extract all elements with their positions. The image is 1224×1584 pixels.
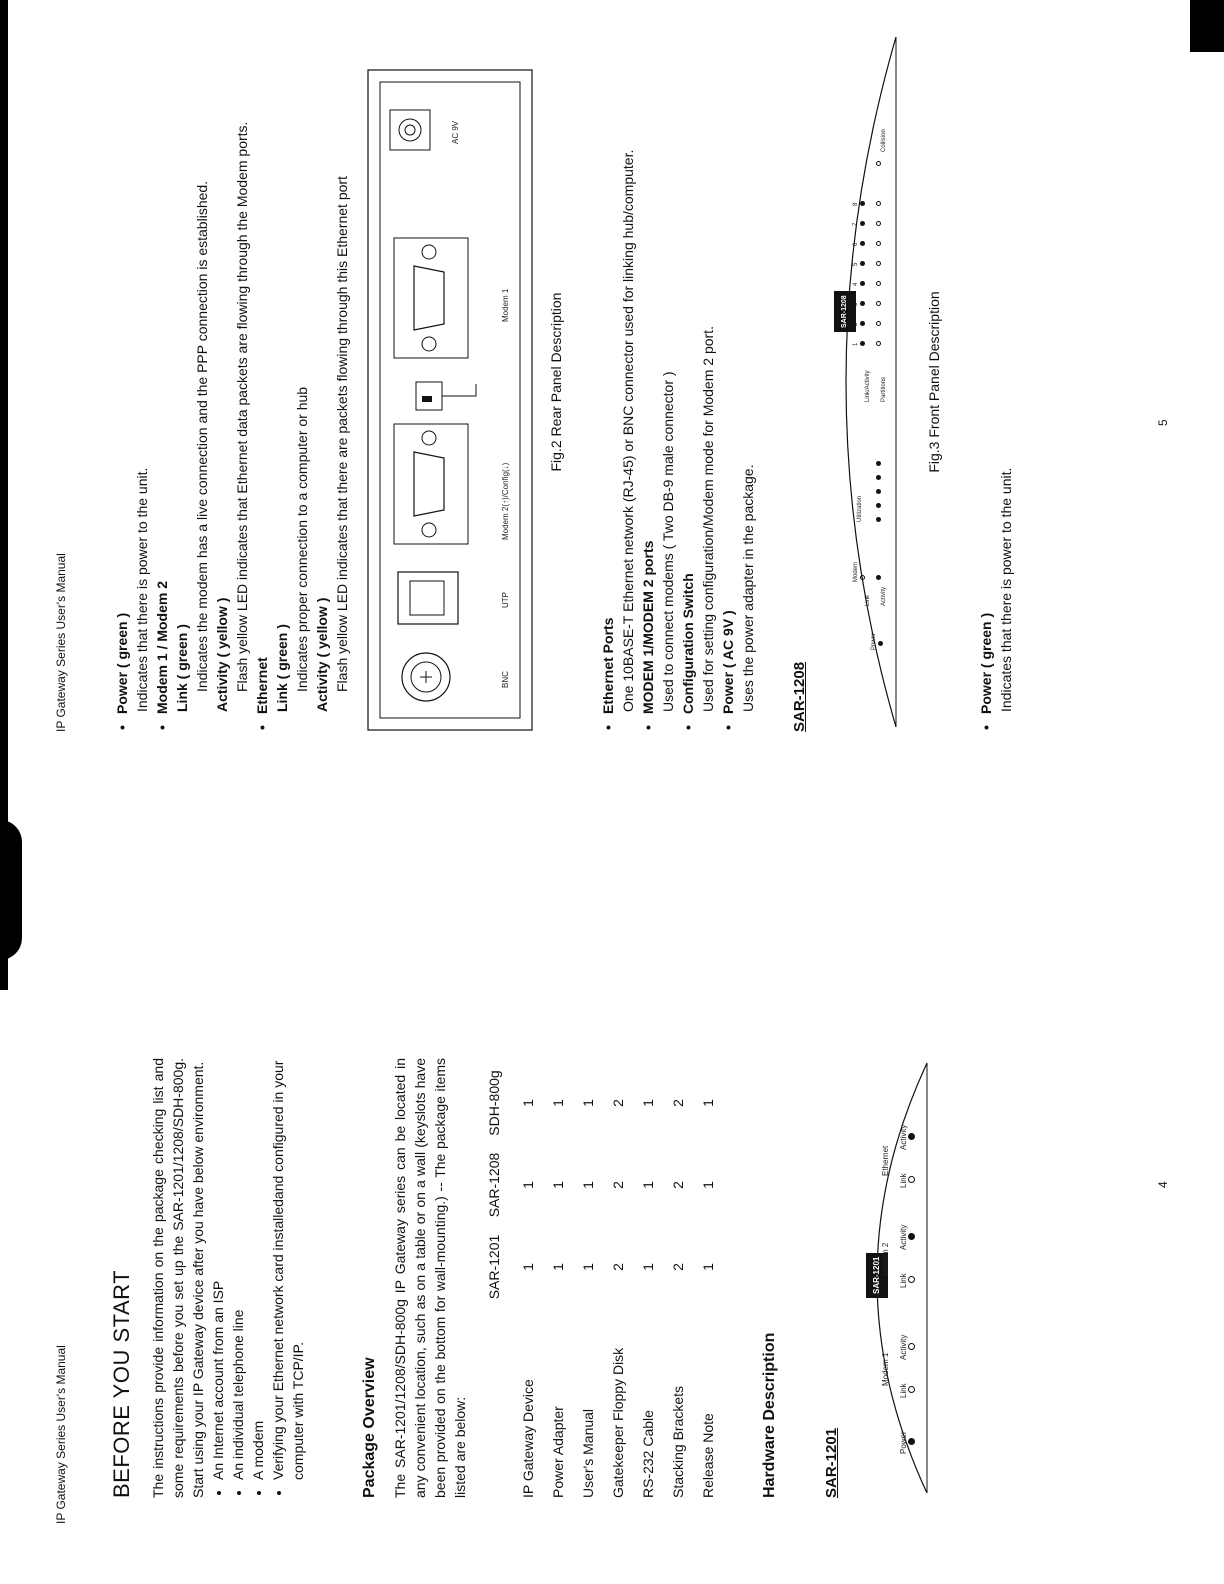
list-item: • An Internet account from an ISP bbox=[208, 1058, 228, 1480]
port-link-led-icon bbox=[860, 241, 865, 246]
modem2-config-label: Modem 2(↑)/Config(↓) bbox=[501, 462, 510, 540]
cell-value: 1 bbox=[640, 1263, 656, 1271]
modem-activity-led-icon bbox=[876, 575, 881, 580]
page-header: IP Gateway Series User's Manual bbox=[54, 553, 68, 732]
utilization-led-icon bbox=[876, 489, 881, 494]
link-label: Link bbox=[865, 594, 871, 606]
row-name: RS-232 Cable bbox=[640, 1410, 656, 1498]
rear-item-title: • Ethernet Ports bbox=[598, 32, 618, 732]
table-row bbox=[548, 1062, 578, 1498]
port-number: 4 bbox=[853, 282, 859, 286]
port-partition-led-icon bbox=[876, 241, 881, 246]
cell-value: 2 bbox=[670, 1181, 686, 1189]
rear-item-title: • MODEM 1/MODEM 2 ports bbox=[638, 32, 658, 732]
power-led-icon bbox=[878, 641, 883, 646]
cell-value: 1 bbox=[700, 1181, 716, 1189]
panel-outline bbox=[852, 1058, 932, 1498]
cell-value: 1 bbox=[520, 1099, 536, 1107]
package-paragraph: The SAR-1201/1208/SDH-800g IP Gateway series can be located in any convenient location, such as on a table or on a wall (keyslots have been provided on the bottom for wall-mounting.) -- The package items listed are below: bbox=[392, 1058, 468, 1498]
utilization-led-icon bbox=[876, 475, 881, 480]
left-page bbox=[0, 792, 1224, 1584]
table-row bbox=[638, 1062, 668, 1498]
collision-led-icon bbox=[876, 161, 881, 166]
modem-activity-text: Flash yellow LED indicates that Ethernet data packets are flowing through the Modem ports. bbox=[234, 121, 250, 692]
port-partition-led-icon bbox=[876, 261, 881, 266]
ethernet-activity-label: Activity bbox=[899, 1124, 908, 1150]
port-link-led-icon bbox=[860, 201, 865, 206]
modem1-link-led-icon bbox=[908, 1386, 915, 1393]
rear-item-title: • Power ( AC 9V ) bbox=[718, 32, 738, 732]
rear-item-text: Used to connect modems ( Two DB-9 male connector ) bbox=[660, 371, 676, 712]
cell-value: 1 bbox=[520, 1263, 536, 1271]
modem2-link-label: Link bbox=[899, 1273, 908, 1288]
cell-value: 2 bbox=[610, 1263, 626, 1271]
rear-item-text: One 10BASE-T Ethernet network (RJ-45) or BNC connector used for linking hub/computer. bbox=[620, 149, 636, 712]
port-number: 6 bbox=[853, 242, 859, 246]
power-led-text: Indicates that there is power to the unit. bbox=[998, 467, 1014, 712]
row-name: Power Adapter bbox=[550, 1406, 566, 1498]
cell-value: 1 bbox=[550, 1099, 566, 1107]
page-number: 4 bbox=[1156, 1181, 1170, 1188]
cell-value: 1 bbox=[640, 1181, 656, 1189]
modem1-activity-led-icon bbox=[908, 1343, 915, 1350]
package-heading: Package Overview bbox=[361, 1357, 378, 1498]
utilization-led-icon bbox=[876, 517, 881, 522]
cell-value: 1 bbox=[700, 1263, 716, 1271]
utilization-label: Utilization bbox=[857, 495, 863, 522]
sar1208-front-panel bbox=[820, 32, 900, 732]
column-header: SDH-800g bbox=[486, 1070, 502, 1136]
cell-value: 1 bbox=[640, 1099, 656, 1107]
ethernet-led-title: • Ethernet bbox=[252, 32, 272, 732]
port-number: 3 bbox=[853, 302, 859, 306]
port-link-led-icon bbox=[860, 281, 865, 286]
utp-label: UTP bbox=[501, 592, 510, 608]
ethernet-link-led-icon bbox=[908, 1176, 915, 1183]
package-table bbox=[484, 1062, 728, 1498]
port-partition-led-icon bbox=[876, 281, 881, 286]
port-partition-led-icon bbox=[876, 321, 881, 326]
cell-value: 2 bbox=[610, 1099, 626, 1107]
port-partition-led-icon bbox=[876, 201, 881, 206]
eth-link-title: Link ( green ) bbox=[274, 624, 290, 712]
port-number: 8 bbox=[853, 202, 859, 206]
list-item: • A modem bbox=[248, 1058, 268, 1480]
port-link-led-icon bbox=[860, 341, 865, 346]
table-row bbox=[518, 1062, 548, 1498]
power-led-title: • Power ( green ) bbox=[976, 32, 996, 732]
power-led-icon bbox=[908, 1438, 915, 1445]
port-partition-led-icon bbox=[876, 341, 881, 346]
modem1-group-label: Modem 1 bbox=[881, 1352, 890, 1386]
modem2-activity-led-icon bbox=[908, 1233, 915, 1240]
column-header: SAR-1201 bbox=[486, 1234, 502, 1300]
activity-label: Activity bbox=[881, 586, 887, 606]
bnc-label: BNC bbox=[501, 671, 510, 688]
table-row bbox=[608, 1062, 638, 1498]
modem-link-led-icon bbox=[860, 575, 865, 580]
cell-value: 1 bbox=[700, 1099, 716, 1107]
table-row bbox=[698, 1062, 728, 1498]
row-name: Release Note bbox=[700, 1413, 716, 1498]
page-number: 5 bbox=[1156, 419, 1170, 426]
list-item: • An individual telephone line bbox=[228, 1058, 248, 1480]
port-number: 2 bbox=[853, 322, 859, 326]
partition-label: Partitions bbox=[881, 376, 887, 402]
row-name: User's Manual bbox=[580, 1408, 596, 1498]
modem-led-title: • Modem 1 / Modem 2 bbox=[152, 32, 172, 732]
power-label: Power bbox=[871, 632, 877, 650]
sar1201-logo: SAR-1201 bbox=[866, 1253, 888, 1298]
rear-panel-diagram bbox=[366, 62, 536, 732]
modem1-activity-label: Activity bbox=[899, 1334, 908, 1360]
ethernet-link-label: Link bbox=[899, 1173, 908, 1188]
list-item: • Verifying your Ethernet network card installedand configured in your computer with TCP/IP. bbox=[268, 1058, 308, 1480]
power-led-text: Indicates that there is power to the unit. bbox=[134, 467, 150, 712]
sar1201-heading: SAR-1201 bbox=[823, 1427, 840, 1498]
cell-value: 1 bbox=[550, 1181, 566, 1189]
modem1-label: Modem 1 bbox=[501, 288, 510, 322]
cell-value: 1 bbox=[550, 1263, 566, 1271]
link-activity-label: Link/Activity bbox=[865, 370, 871, 402]
requirements-list bbox=[208, 1058, 308, 1498]
modem-link-title: Link ( green ) bbox=[174, 624, 190, 712]
port-number: 5 bbox=[853, 262, 859, 266]
port-number: 7 bbox=[853, 222, 859, 226]
intro-paragraph: The instructions provide information on the package checking list and some requirements before you set up the SAR-1201/1208/SDH-800g. Start using your IP Gateway device after you have below environment. bbox=[150, 1058, 206, 1498]
collision-label: Collision bbox=[881, 129, 887, 152]
eth-activity-title: Activity ( yellow ) bbox=[314, 597, 330, 712]
hardware-heading: Hardware Description bbox=[761, 1332, 778, 1498]
port-link-led-icon bbox=[860, 221, 865, 226]
right-column bbox=[112, 32, 1016, 732]
sar1208-logo: SAR-1208 bbox=[834, 291, 856, 332]
front-panel-caption: Fig.3 Front Panel Description bbox=[926, 291, 942, 473]
sar1201-front-panel bbox=[852, 1058, 932, 1498]
port-link-led-icon bbox=[860, 261, 865, 266]
rear-item-text: Uses the power adapter in the package. bbox=[740, 464, 756, 712]
modem1-link-label: Link bbox=[899, 1383, 908, 1398]
port-partition-led-icon bbox=[876, 221, 881, 226]
sar1208-heading: SAR-1208 bbox=[791, 661, 808, 732]
ac-label: AC 9V bbox=[451, 120, 460, 144]
port-partition-led-icon bbox=[876, 301, 881, 306]
utilization-led-icon bbox=[876, 503, 881, 508]
modem2-link-led-icon bbox=[908, 1276, 915, 1283]
cell-value: 2 bbox=[670, 1263, 686, 1271]
table-row bbox=[668, 1062, 698, 1498]
row-name: Stacking Brackets bbox=[670, 1385, 686, 1498]
eth-activity-text: Flash yellow LED indicates that there are packets flowing through this Ethernet port bbox=[334, 176, 350, 692]
left-column bbox=[109, 1058, 932, 1498]
row-name: IP Gateway Device bbox=[520, 1379, 536, 1498]
page-header: IP Gateway Series User's Manual bbox=[54, 1345, 68, 1524]
cell-value: 1 bbox=[580, 1099, 596, 1107]
port-link-led-icon bbox=[860, 321, 865, 326]
eth-link-text: Indicates proper connection to a computer or hub bbox=[294, 386, 310, 692]
utilization-led-icon bbox=[876, 461, 881, 466]
rear-item-text: Used for setting configuration/Modem mode for Modem 2 port. bbox=[700, 326, 716, 712]
cell-value: 1 bbox=[580, 1263, 596, 1271]
page-title: BEFORE YOU START bbox=[109, 1269, 134, 1498]
ethernet-group-label: Ethernet bbox=[881, 1145, 890, 1176]
cell-value: 2 bbox=[670, 1099, 686, 1107]
power-led-label: Power bbox=[899, 1431, 908, 1454]
column-header: SAR-1208 bbox=[486, 1152, 502, 1218]
modem2-group-label: Modem 2 bbox=[881, 1242, 890, 1276]
cell-value: 1 bbox=[580, 1181, 596, 1189]
rear-panel-caption: Fig.2 Rear Panel Description bbox=[548, 292, 564, 472]
modem2-activity-label: Activity bbox=[899, 1224, 908, 1250]
port-number: 1 bbox=[853, 342, 859, 346]
modem-label: Modem bbox=[853, 561, 859, 582]
table-row bbox=[578, 1062, 608, 1498]
modem-link-text: Indicates the modem has a live connection and the PPP connection is established. bbox=[194, 180, 210, 692]
ethernet-activity-led-icon bbox=[908, 1133, 915, 1140]
table-header-row bbox=[484, 1062, 518, 1498]
cell-value: 1 bbox=[520, 1181, 536, 1189]
rear-item-title: • Configuration Switch bbox=[678, 32, 698, 732]
modem-activity-title: Activity ( yellow ) bbox=[214, 597, 230, 712]
rear-panel-outline bbox=[366, 62, 536, 732]
port-link-led-icon bbox=[860, 301, 865, 306]
power-led-title: • Power ( green ) bbox=[112, 32, 132, 732]
row-name: Gatekeeper Floppy Disk bbox=[610, 1347, 626, 1498]
cell-value: 2 bbox=[610, 1181, 626, 1189]
